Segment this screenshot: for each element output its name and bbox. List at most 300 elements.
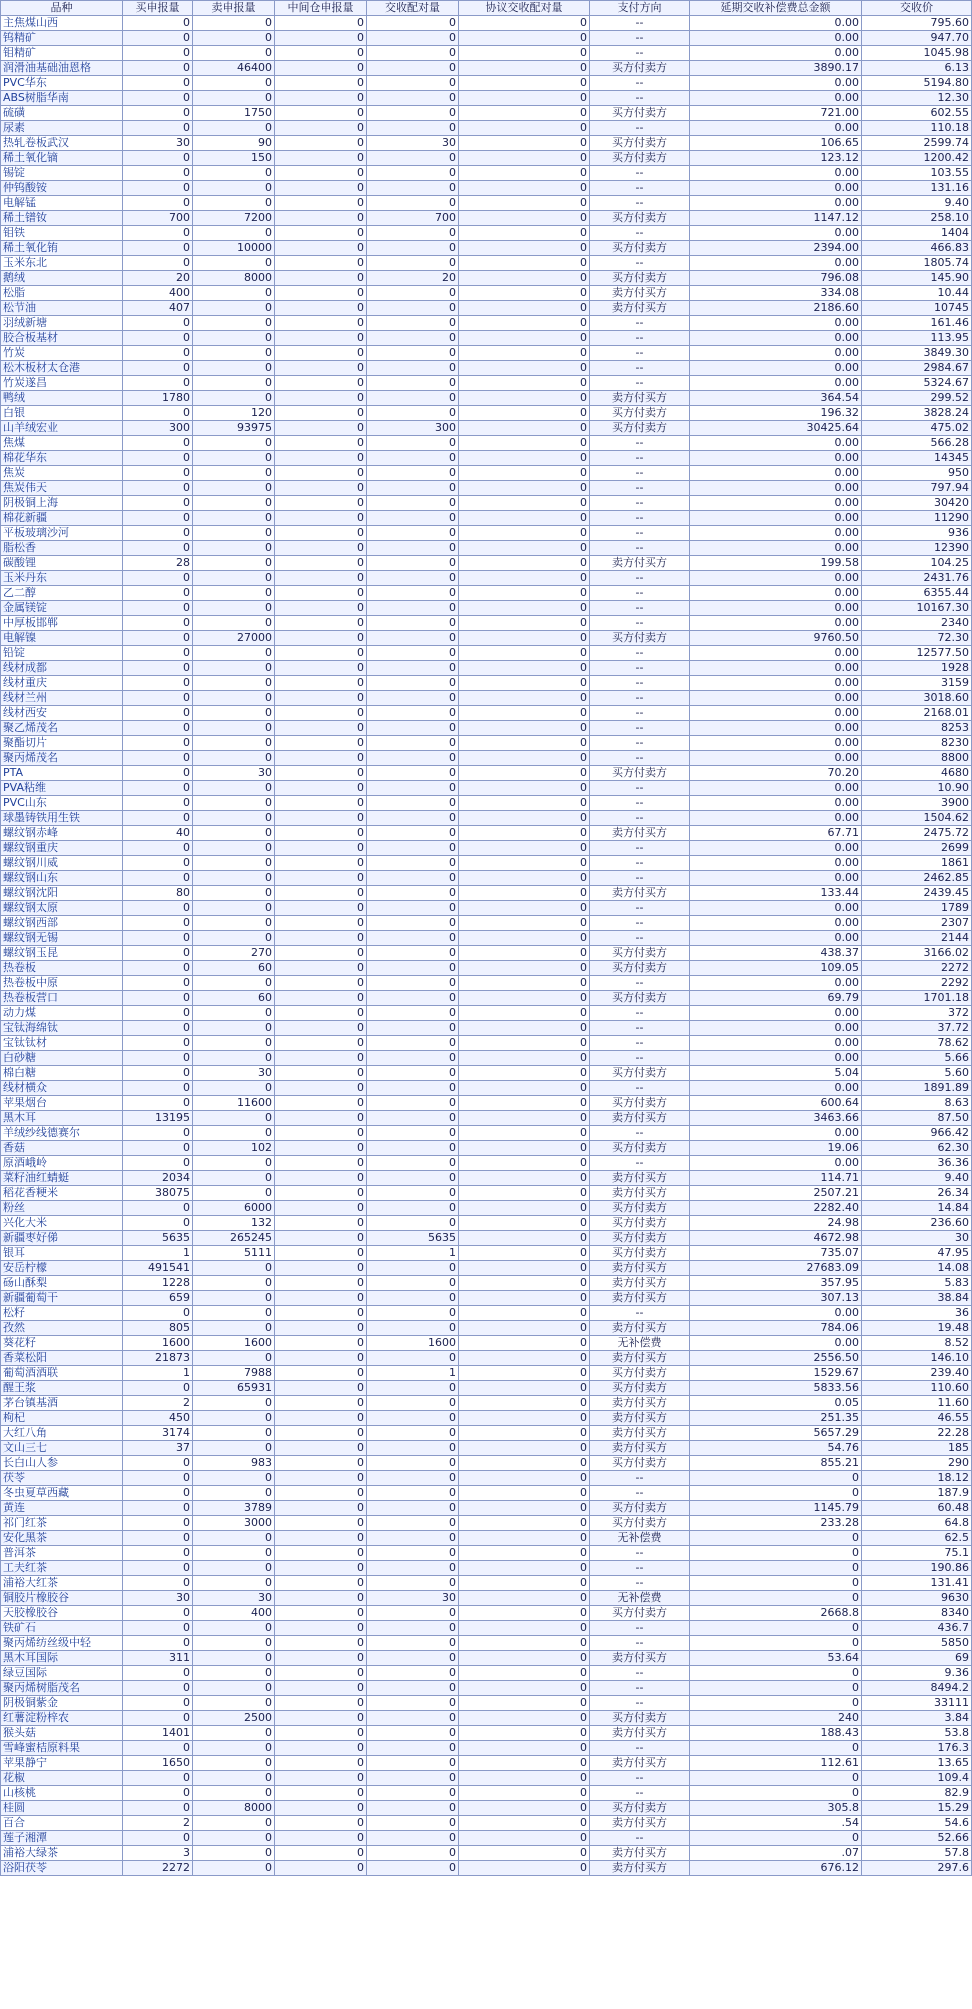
pay-direction-cell: -- [590, 856, 690, 871]
compensation-cell: 0.00 [690, 721, 862, 736]
sell-qty-cell: 0 [193, 1426, 275, 1441]
variety-cell: 冬虫夏草西藏 [1, 1486, 123, 1501]
pay-direction-cell: 卖方付买方 [590, 1111, 690, 1126]
variety-cell: 安岳柠檬 [1, 1261, 123, 1276]
compensation-cell: 0.00 [690, 871, 862, 886]
table-row [1, 1621, 972, 1636]
pay-direction-cell: -- [590, 1126, 690, 1141]
variety-cell: 黄连 [1, 1501, 123, 1516]
variety-cell: 聚酯切片 [1, 736, 123, 751]
buy-qty-cell: 0 [123, 781, 193, 796]
col-sell-qty-header: 卖申报量 [193, 1, 275, 16]
match-qty-cell: 0 [367, 571, 459, 586]
middle-qty-cell: 0 [275, 781, 367, 796]
agreement-qty-cell: 0 [459, 1486, 590, 1501]
table-row [1, 1651, 972, 1666]
table-row [1, 391, 972, 406]
compensation-cell: 0 [690, 1486, 862, 1501]
buy-qty-cell: 1650 [123, 1756, 193, 1771]
compensation-cell: 0.00 [690, 1336, 862, 1351]
variety-cell: 聚丙烯树脂茂名 [1, 1681, 123, 1696]
buy-qty-cell: 1401 [123, 1726, 193, 1741]
delivery-price-cell: 3159 [862, 676, 972, 691]
pay-direction-cell: -- [590, 1636, 690, 1651]
sell-qty-cell: 3789 [193, 1501, 275, 1516]
table-row [1, 406, 972, 421]
compensation-cell: 0.00 [690, 226, 862, 241]
match-qty-cell: 0 [367, 1741, 459, 1756]
middle-qty-cell: 0 [275, 1501, 367, 1516]
pay-direction-cell: 卖方付买方 [590, 301, 690, 316]
delivery-price-cell: 47.95 [862, 1246, 972, 1261]
table-row [1, 1831, 972, 1846]
pay-direction-cell: -- [590, 1471, 690, 1486]
delivery-price-cell: 5.83 [862, 1276, 972, 1291]
table-row [1, 436, 972, 451]
agreement-qty-cell: 0 [459, 661, 590, 676]
sell-qty-cell: 0 [193, 901, 275, 916]
buy-qty-cell: 0 [123, 1216, 193, 1231]
match-qty-cell: 0 [367, 1066, 459, 1081]
agreement-qty-cell: 0 [459, 1036, 590, 1051]
delivery-price-cell: 161.46 [862, 316, 972, 331]
middle-qty-cell: 0 [275, 1486, 367, 1501]
variety-cell: 乙二醇 [1, 586, 123, 601]
col-match-qty-header: 交收配对量 [367, 1, 459, 16]
variety-cell: 聚丙烯纺丝级中轻 [1, 1636, 123, 1651]
delivery-price-cell: 13.65 [862, 1756, 972, 1771]
agreement-qty-cell: 0 [459, 1771, 590, 1786]
sell-qty-cell: 60 [193, 991, 275, 1006]
match-qty-cell: 0 [367, 586, 459, 601]
table-row [1, 1141, 972, 1156]
buy-qty-cell: 0 [123, 331, 193, 346]
match-qty-cell: 0 [367, 826, 459, 841]
table-row [1, 196, 972, 211]
variety-cell: 电解锰 [1, 196, 123, 211]
match-qty-cell: 0 [367, 1486, 459, 1501]
pay-direction-cell: -- [590, 1666, 690, 1681]
sell-qty-cell: 0 [193, 1036, 275, 1051]
compensation-cell: 0.00 [690, 616, 862, 631]
middle-qty-cell: 0 [275, 826, 367, 841]
match-qty-cell: 0 [367, 1651, 459, 1666]
buy-qty-cell: 0 [123, 541, 193, 556]
sell-qty-cell: 0 [193, 166, 275, 181]
pay-direction-cell: -- [590, 376, 690, 391]
pay-direction-cell: -- [590, 691, 690, 706]
table-row [1, 106, 972, 121]
pay-direction-cell: 买方付卖方 [590, 1096, 690, 1111]
variety-cell: 润滑油基础油恩格 [1, 61, 123, 76]
agreement-qty-cell: 0 [459, 166, 590, 181]
variety-cell: 猴头菇 [1, 1726, 123, 1741]
compensation-cell: 2394.00 [690, 241, 862, 256]
delivery-price-cell: 475.02 [862, 421, 972, 436]
agreement-qty-cell: 0 [459, 631, 590, 646]
table-row [1, 301, 972, 316]
table-row [1, 1366, 972, 1381]
middle-qty-cell: 0 [275, 166, 367, 181]
buy-qty-cell: 0 [123, 481, 193, 496]
sell-qty-cell: 0 [193, 826, 275, 841]
middle-qty-cell: 0 [275, 1021, 367, 1036]
compensation-cell: 0.00 [690, 166, 862, 181]
middle-qty-cell: 0 [275, 1081, 367, 1096]
pay-direction-cell: -- [590, 1741, 690, 1756]
buy-qty-cell: 0 [123, 1696, 193, 1711]
variety-cell: 雪峰蜜桔原料果 [1, 1741, 123, 1756]
table-row [1, 616, 972, 631]
buy-qty-cell: 0 [123, 931, 193, 946]
compensation-cell: 0.00 [690, 466, 862, 481]
delivery-price-cell: 8800 [862, 751, 972, 766]
sell-qty-cell: 8000 [193, 1801, 275, 1816]
col-pay-direction-header: 支付方向 [590, 1, 690, 16]
sell-qty-cell: 0 [193, 1636, 275, 1651]
variety-cell: 钼精矿 [1, 46, 123, 61]
delivery-price-cell: 3828.24 [862, 406, 972, 421]
variety-cell: 松籽 [1, 1306, 123, 1321]
compensation-cell: 1147.12 [690, 211, 862, 226]
middle-qty-cell: 0 [275, 511, 367, 526]
delivery-price-cell: 8.52 [862, 1336, 972, 1351]
middle-qty-cell: 0 [275, 1096, 367, 1111]
col-agreement-qty-header: 协议交收配对量 [459, 1, 590, 16]
delivery-price-cell: 78.62 [862, 1036, 972, 1051]
variety-cell: 宝钛钛材 [1, 1036, 123, 1051]
variety-cell: 黑木耳国际 [1, 1651, 123, 1666]
middle-qty-cell: 0 [275, 436, 367, 451]
pay-direction-cell: 买方付卖方 [590, 991, 690, 1006]
sell-qty-cell: 7988 [193, 1366, 275, 1381]
buy-qty-cell: 0 [123, 1606, 193, 1621]
sell-qty-cell: 0 [193, 331, 275, 346]
table-row [1, 181, 972, 196]
agreement-qty-cell: 0 [459, 256, 590, 271]
sell-qty-cell: 0 [193, 1186, 275, 1201]
buy-qty-cell: 0 [123, 526, 193, 541]
pay-direction-cell: 卖方付买方 [590, 1846, 690, 1861]
middle-qty-cell: 0 [275, 301, 367, 316]
middle-qty-cell: 0 [275, 1786, 367, 1801]
buy-qty-cell: 407 [123, 301, 193, 316]
delivery-price-cell: 2462.85 [862, 871, 972, 886]
match-qty-cell: 0 [367, 1096, 459, 1111]
buy-qty-cell: 0 [123, 1006, 193, 1021]
middle-qty-cell: 0 [275, 331, 367, 346]
table-row [1, 376, 972, 391]
variety-cell: 阴极铜紫金 [1, 1696, 123, 1711]
delivery-price-cell: 8230 [862, 736, 972, 751]
pay-direction-cell: 买方付卖方 [590, 1801, 690, 1816]
agreement-qty-cell: 0 [459, 1636, 590, 1651]
table-row [1, 976, 972, 991]
middle-qty-cell: 0 [275, 736, 367, 751]
delivery-price-cell: 190.86 [862, 1561, 972, 1576]
table-row [1, 1201, 972, 1216]
delivery-price-cell: 3.84 [862, 1711, 972, 1726]
buy-qty-cell: 0 [123, 151, 193, 166]
sell-qty-cell: 0 [193, 1276, 275, 1291]
buy-qty-cell: 0 [123, 376, 193, 391]
middle-qty-cell: 0 [275, 1726, 367, 1741]
delivery-price-cell: 8340 [862, 1606, 972, 1621]
middle-qty-cell: 0 [275, 1711, 367, 1726]
agreement-qty-cell: 0 [459, 526, 590, 541]
middle-qty-cell: 0 [275, 1276, 367, 1291]
pay-direction-cell: 卖方付买方 [590, 1816, 690, 1831]
table-row [1, 1006, 972, 1021]
buy-qty-cell: 1780 [123, 391, 193, 406]
compensation-cell: 0.00 [690, 16, 862, 31]
table-row [1, 1531, 972, 1546]
variety-cell: 动力煤 [1, 1006, 123, 1021]
variety-cell: 竹炭 [1, 346, 123, 361]
match-qty-cell: 0 [367, 1711, 459, 1726]
sell-qty-cell: 0 [193, 541, 275, 556]
pay-direction-cell: -- [590, 811, 690, 826]
match-qty-cell: 0 [367, 1006, 459, 1021]
compensation-cell: 0.00 [690, 196, 862, 211]
delivery-price-cell: 72.30 [862, 631, 972, 646]
delivery-price-cell: 110.18 [862, 121, 972, 136]
match-qty-cell: 0 [367, 556, 459, 571]
table-row [1, 631, 972, 646]
match-qty-cell: 0 [367, 151, 459, 166]
variety-cell: 浴阳茯苓 [1, 1861, 123, 1876]
agreement-qty-cell: 0 [459, 1381, 590, 1396]
middle-qty-cell: 0 [275, 1111, 367, 1126]
delivery-price-cell: 10.90 [862, 781, 972, 796]
sell-qty-cell: 0 [193, 571, 275, 586]
agreement-qty-cell: 0 [459, 871, 590, 886]
agreement-qty-cell: 0 [459, 1141, 590, 1156]
delivery-price-cell: 5850 [862, 1636, 972, 1651]
variety-cell: 山核桃 [1, 1786, 123, 1801]
sell-qty-cell: 0 [193, 1396, 275, 1411]
delivery-price-cell: 2292 [862, 976, 972, 991]
buy-qty-cell: 805 [123, 1321, 193, 1336]
variety-cell: 棉白糖 [1, 1066, 123, 1081]
pay-direction-cell: -- [590, 1546, 690, 1561]
table-row [1, 691, 972, 706]
variety-cell: 孜然 [1, 1321, 123, 1336]
agreement-qty-cell: 0 [459, 1726, 590, 1741]
variety-cell: 砀山酥梨 [1, 1276, 123, 1291]
sell-qty-cell: 0 [193, 1411, 275, 1426]
compensation-cell: 106.65 [690, 136, 862, 151]
delivery-price-cell: 6355.44 [862, 586, 972, 601]
compensation-cell: 0 [690, 1561, 862, 1576]
table-row [1, 706, 972, 721]
middle-qty-cell: 0 [275, 136, 367, 151]
table-row [1, 226, 972, 241]
buy-qty-cell: 0 [123, 691, 193, 706]
pay-direction-cell: -- [590, 331, 690, 346]
pay-direction-cell: 卖方付买方 [590, 826, 690, 841]
agreement-qty-cell: 0 [459, 886, 590, 901]
buy-qty-cell: 1228 [123, 1276, 193, 1291]
sell-qty-cell: 0 [193, 976, 275, 991]
agreement-qty-cell: 0 [459, 421, 590, 436]
match-qty-cell: 0 [367, 31, 459, 46]
variety-cell: 天胶橡胶谷 [1, 1606, 123, 1621]
middle-qty-cell: 0 [275, 316, 367, 331]
agreement-qty-cell: 0 [459, 1621, 590, 1636]
match-qty-cell: 0 [367, 226, 459, 241]
buy-qty-cell: 0 [123, 901, 193, 916]
agreement-qty-cell: 0 [459, 976, 590, 991]
buy-qty-cell: 0 [123, 751, 193, 766]
buy-qty-cell: 0 [123, 76, 193, 91]
sell-qty-cell: 7200 [193, 211, 275, 226]
buy-qty-cell: 0 [123, 1771, 193, 1786]
sell-qty-cell: 0 [193, 451, 275, 466]
table-row [1, 901, 972, 916]
middle-qty-cell: 0 [275, 1636, 367, 1651]
delivery-price-cell: 797.94 [862, 481, 972, 496]
delivery-price-cell: 14.08 [862, 1261, 972, 1276]
variety-cell: 文山三七 [1, 1441, 123, 1456]
buy-qty-cell: 80 [123, 886, 193, 901]
agreement-qty-cell: 0 [459, 1651, 590, 1666]
agreement-qty-cell: 0 [459, 1156, 590, 1171]
middle-qty-cell: 0 [275, 1846, 367, 1861]
match-qty-cell: 0 [367, 1426, 459, 1441]
middle-qty-cell: 0 [275, 1186, 367, 1201]
variety-cell: 螺纹钢无锡 [1, 931, 123, 946]
compensation-cell: 0.00 [690, 316, 862, 331]
buy-qty-cell: 0 [123, 1621, 193, 1636]
compensation-cell: 0.00 [690, 481, 862, 496]
variety-cell: 钼铁 [1, 226, 123, 241]
delivery-price-cell: 75.1 [862, 1546, 972, 1561]
delivery-price-cell: 37.72 [862, 1021, 972, 1036]
agreement-qty-cell: 0 [459, 1336, 590, 1351]
match-qty-cell: 0 [367, 1531, 459, 1546]
agreement-qty-cell: 0 [459, 706, 590, 721]
sell-qty-cell: 60 [193, 961, 275, 976]
pay-direction-cell: 卖方付买方 [590, 286, 690, 301]
agreement-qty-cell: 0 [459, 136, 590, 151]
variety-cell: 花椒 [1, 1771, 123, 1786]
pay-direction-cell: -- [590, 721, 690, 736]
compensation-cell: 0.00 [690, 856, 862, 871]
table-row [1, 856, 972, 871]
sell-qty-cell: 0 [193, 1081, 275, 1096]
agreement-qty-cell: 0 [459, 901, 590, 916]
variety-cell: 热卷板营口 [1, 991, 123, 1006]
agreement-qty-cell: 0 [459, 346, 590, 361]
pay-direction-cell: -- [590, 166, 690, 181]
table-row [1, 31, 972, 46]
match-qty-cell: 0 [367, 706, 459, 721]
delivery-price-cell: 11290 [862, 511, 972, 526]
variety-cell: 铁矿石 [1, 1621, 123, 1636]
sell-qty-cell: 0 [193, 751, 275, 766]
compensation-cell: 0.00 [690, 436, 862, 451]
delivery-price-cell: 2984.67 [862, 361, 972, 376]
middle-qty-cell: 0 [275, 1036, 367, 1051]
table-row [1, 601, 972, 616]
agreement-qty-cell: 0 [459, 1666, 590, 1681]
sell-qty-cell: 0 [193, 706, 275, 721]
delivery-price-cell: 110.60 [862, 1381, 972, 1396]
match-qty-cell: 1 [367, 1366, 459, 1381]
variety-cell: 平板玻璃沙河 [1, 526, 123, 541]
pay-direction-cell: 卖方付买方 [590, 886, 690, 901]
compensation-cell: 0 [690, 1696, 862, 1711]
match-qty-cell: 300 [367, 421, 459, 436]
delivery-price-cell: 14345 [862, 451, 972, 466]
compensation-cell: 735.07 [690, 1246, 862, 1261]
table-row [1, 1456, 972, 1471]
compensation-cell: 1145.79 [690, 1501, 862, 1516]
variety-cell: 螺纹钢太原 [1, 901, 123, 916]
agreement-qty-cell: 0 [459, 211, 590, 226]
variety-cell: 茅台镇基酒 [1, 1396, 123, 1411]
buy-qty-cell: 2 [123, 1396, 193, 1411]
delivery-price-cell: 87.50 [862, 1111, 972, 1126]
pay-direction-cell: 卖方付买方 [590, 1186, 690, 1201]
variety-cell: 莲子湘潭 [1, 1831, 123, 1846]
pay-direction-cell: -- [590, 496, 690, 511]
sell-qty-cell: 30 [193, 1591, 275, 1606]
delivery-price-cell: 436.7 [862, 1621, 972, 1636]
table-row [1, 1231, 972, 1246]
sell-qty-cell: 6000 [193, 1201, 275, 1216]
delivery-price-cell: 299.52 [862, 391, 972, 406]
buy-qty-cell: 3174 [123, 1426, 193, 1441]
table-row [1, 466, 972, 481]
table-row [1, 556, 972, 571]
match-qty-cell: 0 [367, 286, 459, 301]
sell-qty-cell: 270 [193, 946, 275, 961]
sell-qty-cell: 11600 [193, 1096, 275, 1111]
compensation-cell: 240 [690, 1711, 862, 1726]
sell-qty-cell: 0 [193, 1546, 275, 1561]
middle-qty-cell: 0 [275, 1441, 367, 1456]
middle-qty-cell: 0 [275, 121, 367, 136]
middle-qty-cell: 0 [275, 796, 367, 811]
col-variety-header: 品种 [1, 1, 123, 16]
delivery-price-cell: 10745 [862, 301, 972, 316]
table-row [1, 76, 972, 91]
delivery-price-cell: 12577.50 [862, 646, 972, 661]
variety-cell: 浦裕大绿茶 [1, 1846, 123, 1861]
delivery-price-cell: 236.60 [862, 1216, 972, 1231]
match-qty-cell: 0 [367, 76, 459, 91]
pay-direction-cell: 卖方付买方 [590, 1261, 690, 1276]
compensation-cell: 0 [690, 1666, 862, 1681]
variety-cell: 红薯淀粉梓农 [1, 1711, 123, 1726]
variety-cell: 松脂 [1, 286, 123, 301]
pay-direction-cell: -- [590, 466, 690, 481]
agreement-qty-cell: 0 [459, 436, 590, 451]
variety-cell: 线材兰州 [1, 691, 123, 706]
pay-direction-cell: -- [590, 1621, 690, 1636]
table-row [1, 496, 972, 511]
table-row [1, 526, 972, 541]
sell-qty-cell: 0 [193, 1126, 275, 1141]
middle-qty-cell: 0 [275, 1291, 367, 1306]
middle-qty-cell: 0 [275, 1516, 367, 1531]
sell-qty-cell: 0 [193, 1786, 275, 1801]
table-row [1, 1171, 972, 1186]
table-row [1, 751, 972, 766]
variety-cell: 白砂糖 [1, 1051, 123, 1066]
